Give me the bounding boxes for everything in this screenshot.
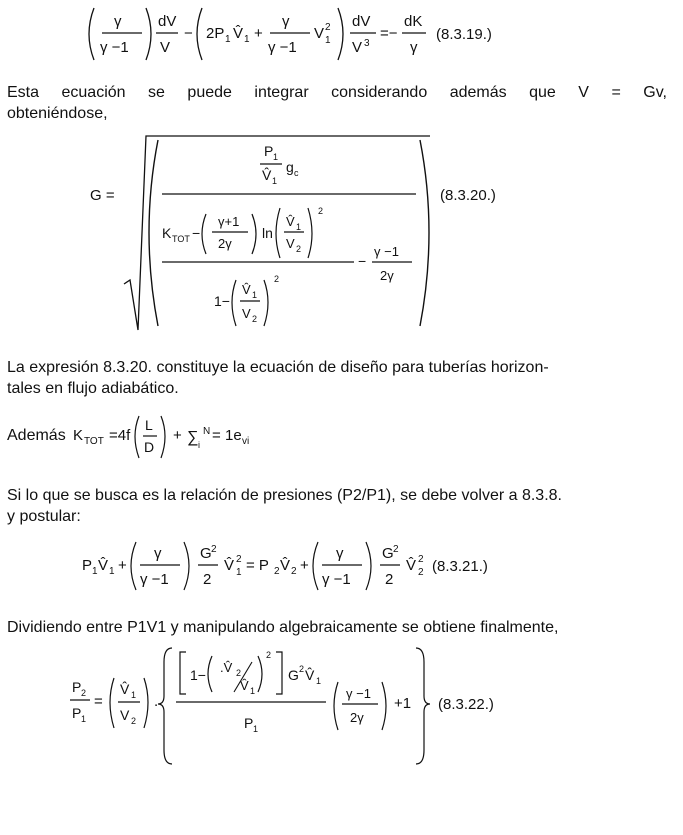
svg-text:G: G [382, 545, 394, 562]
svg-text:2: 2 [299, 664, 305, 674]
equation-8-3-21 [82, 536, 662, 596]
svg-text:2: 2 [252, 314, 258, 324]
svg-text:2: 2 [274, 566, 280, 577]
svg-text:vi: vi [242, 436, 250, 447]
equation-label: (8.3.21.) [432, 558, 488, 575]
svg-text:−: − [184, 25, 193, 42]
svg-text:V: V [314, 25, 325, 42]
svg-text:1−: 1− [190, 667, 206, 683]
svg-text:1: 1 [92, 566, 98, 577]
svg-text:γ −1: γ −1 [100, 39, 129, 56]
svg-text:D: D [144, 439, 155, 455]
svg-text:g: g [286, 159, 294, 175]
svg-text:2P: 2P [206, 25, 225, 42]
svg-text:V̂: V̂ [305, 667, 315, 683]
svg-text:V: V [120, 707, 130, 723]
equation-8-3-19 [80, 0, 640, 70]
svg-text:γ: γ [410, 39, 418, 56]
svg-text:2: 2 [385, 571, 394, 588]
paragraph-line: Esta ecuación se puede integrar considerando además que V = Gv, [7, 84, 667, 101]
svg-text:1: 1 [131, 690, 137, 700]
svg-text:1: 1 [296, 222, 302, 232]
svg-text:V̂: V̂ [224, 557, 235, 574]
svg-text:γ: γ [282, 13, 290, 30]
svg-text:dK: dK [404, 13, 423, 30]
svg-text:dV: dV [158, 13, 177, 30]
paragraph-line: obteniéndose, [7, 105, 108, 122]
svg-text:1: 1 [236, 567, 242, 578]
svg-text:+: + [118, 557, 127, 574]
svg-text:2: 2 [325, 22, 331, 33]
svg-text:dV: dV [352, 13, 371, 30]
svg-text:+: + [173, 427, 182, 444]
svg-text:1: 1 [244, 34, 250, 45]
svg-text:2: 2 [236, 668, 242, 678]
svg-text:2: 2 [296, 244, 302, 254]
svg-text:= P: = P [246, 557, 269, 574]
svg-text:.V̂: .V̂ [220, 660, 233, 675]
svg-text:2: 2 [266, 650, 272, 660]
svg-text:1: 1 [250, 686, 256, 696]
svg-text:2: 2 [274, 274, 280, 284]
svg-text:=4f: =4f [109, 427, 131, 444]
svg-text:V: V [242, 306, 251, 321]
ademas-label: Además [7, 427, 66, 444]
equation-8-3-22 [60, 642, 660, 772]
svg-text:1: 1 [316, 676, 322, 686]
svg-text:2: 2 [418, 567, 424, 578]
paragraph-integration-note [7, 82, 667, 124]
svg-text:V̂: V̂ [240, 678, 249, 693]
svg-text:1: 1 [225, 34, 231, 45]
svg-text:γ −1: γ −1 [374, 244, 399, 259]
paragraph-pressure-ratio [7, 485, 667, 527]
svg-text:TOT: TOT [172, 234, 190, 244]
svg-text:γ: γ [336, 545, 344, 562]
svg-text:V: V [352, 39, 363, 56]
equation-ktot [7, 412, 407, 462]
svg-text:1: 1 [272, 176, 278, 186]
svg-text:2: 2 [203, 571, 212, 588]
svg-text:ln: ln [262, 225, 273, 241]
svg-text:V̂: V̂ [262, 167, 272, 183]
svg-text:1: 1 [109, 566, 115, 577]
svg-text:2γ: 2γ [350, 710, 364, 725]
svg-text:1−: 1− [214, 293, 230, 309]
svg-text:N: N [203, 426, 211, 437]
svg-text:V̂: V̂ [233, 25, 244, 42]
svg-text:2γ: 2γ [380, 268, 394, 283]
svg-text:2γ: 2γ [218, 236, 232, 251]
svg-text:G: G [200, 545, 212, 562]
svg-text:+: + [300, 557, 309, 574]
svg-text:G =: G = [90, 187, 115, 204]
svg-text:P: P [82, 557, 93, 574]
svg-text:γ+1: γ+1 [218, 214, 240, 229]
svg-text:1: 1 [325, 35, 331, 46]
paragraph-line: tales en flujo adiabático. [7, 380, 179, 397]
svg-text:1: 1 [252, 290, 258, 300]
svg-text:∑: ∑ [187, 429, 199, 446]
svg-text:γ −1: γ −1 [268, 39, 297, 56]
svg-text:=: = [212, 427, 221, 444]
svg-text:1e: 1e [225, 427, 242, 444]
svg-text:P: P [244, 715, 254, 731]
svg-text:V̂: V̂ [280, 557, 291, 574]
svg-text:.: . [154, 693, 159, 710]
paragraph-line: Si lo que se busca es la relación de presiones (P2/P1), se debe volver a 8.3.8. [7, 487, 562, 504]
equation-8-3-20 [90, 134, 650, 334]
svg-text:γ: γ [154, 545, 162, 562]
svg-text:=−: =− [380, 25, 398, 42]
svg-text:V̂: V̂ [242, 282, 251, 297]
svg-text:+1: +1 [394, 695, 412, 712]
svg-text:2: 2 [131, 716, 137, 726]
svg-text:=: = [94, 693, 103, 710]
svg-text:1: 1 [81, 714, 87, 724]
svg-text:G: G [288, 667, 299, 683]
svg-text:γ: γ [114, 13, 122, 30]
svg-text:TOT: TOT [84, 436, 104, 447]
svg-text:i: i [198, 440, 200, 450]
svg-text:V: V [286, 236, 295, 251]
svg-text:2: 2 [318, 206, 324, 216]
svg-text:2: 2 [81, 688, 87, 698]
svg-text:2: 2 [291, 566, 297, 577]
svg-text:V̂: V̂ [406, 557, 417, 574]
svg-text:−: − [358, 253, 367, 269]
svg-text:2: 2 [393, 544, 399, 555]
paragraph-dividing [7, 617, 667, 638]
svg-text:K: K [73, 427, 84, 444]
svg-text:P: P [264, 143, 274, 159]
svg-text:P: P [72, 705, 82, 721]
paragraph-line: La expresión 8.3.20. constituye la ecuación de diseño para tuberías horizon- [7, 359, 549, 376]
svg-text:γ −1: γ −1 [346, 686, 371, 701]
svg-text:γ −1: γ −1 [140, 571, 169, 588]
svg-text:1: 1 [273, 152, 279, 162]
svg-text:−: − [192, 225, 201, 241]
svg-text:3: 3 [364, 38, 370, 49]
paragraph-design-equation [7, 357, 667, 399]
svg-text:γ −1: γ −1 [322, 571, 351, 588]
svg-text:2: 2 [236, 554, 242, 565]
svg-text:V̂: V̂ [120, 681, 130, 697]
equation-label: (8.3.20.) [440, 187, 496, 204]
paragraph-line: Dividiendo entre P1V1 y manipulando algebraicamente se obtiene finalmente, [7, 619, 559, 636]
svg-text:c: c [294, 168, 299, 178]
svg-text:P: P [72, 679, 82, 695]
svg-text:L: L [145, 417, 153, 433]
svg-text:2: 2 [418, 554, 424, 565]
svg-text:V: V [160, 39, 171, 56]
svg-text:V̂: V̂ [98, 557, 109, 574]
svg-text:V̂: V̂ [286, 214, 295, 229]
svg-text:+: + [254, 25, 263, 42]
equation-label: (8.3.19.) [436, 26, 492, 43]
equation-label: (8.3.22.) [438, 696, 494, 713]
svg-text:2: 2 [211, 544, 217, 555]
svg-text:1: 1 [253, 724, 259, 734]
svg-text:K: K [162, 225, 172, 241]
paragraph-line: y postular: [7, 508, 81, 525]
